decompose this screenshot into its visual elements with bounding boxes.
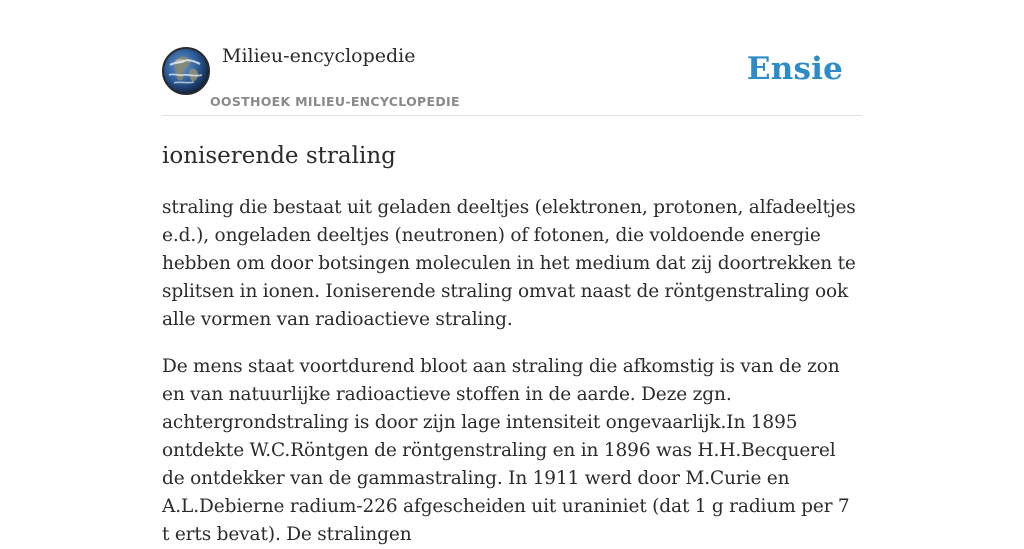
entry-title: ioniserende straling (162, 143, 396, 169)
entry-paragraph: De mens staat voortdurend bloot aan straling die afkomstig is van de zon en van natuurlijke radioactieve stoffen in de aarde. Deze zgn. achtergrondstraling is door zijn lage intensiteit ongevaarlijk.In 1895 ontdekte W.C.Röntgen de röntgenstraling en in 1896 was H.H.Becquerel de ontdekker van de gammastraling. In 1911 werd door M.Curie en A.L.Debierne radium-226 afgescheiden uit uraniniet (dat 1 g radium per 7 t erts bevat). De stralingen (162, 356, 850, 545)
page (162, 0, 862, 549)
site-title-link[interactable]: Milieu-encyclopedie (222, 45, 416, 67)
site-header (162, 0, 862, 116)
brand-logo-link[interactable]: Ensie (746, 51, 843, 87)
entry-paragraph: straling die bestaat uit geladen deeltjes (elektronen, protonen, alfadeeltjes e.d.), ongeladen deeltjes (neutronen) of fotonen, die voldoende energie hebben om door botsingen moleculen in het medium dat zij doortrekken te splitsen in ionen. Ioniserende straling omvat naast de röntgenstraling ook alle vormen van radioactieve straling. (162, 197, 856, 330)
earth-icon[interactable] (162, 47, 210, 95)
site-subtitle: OOSTHOEK MILIEU-ENCYCLOPEDIE (210, 94, 460, 109)
